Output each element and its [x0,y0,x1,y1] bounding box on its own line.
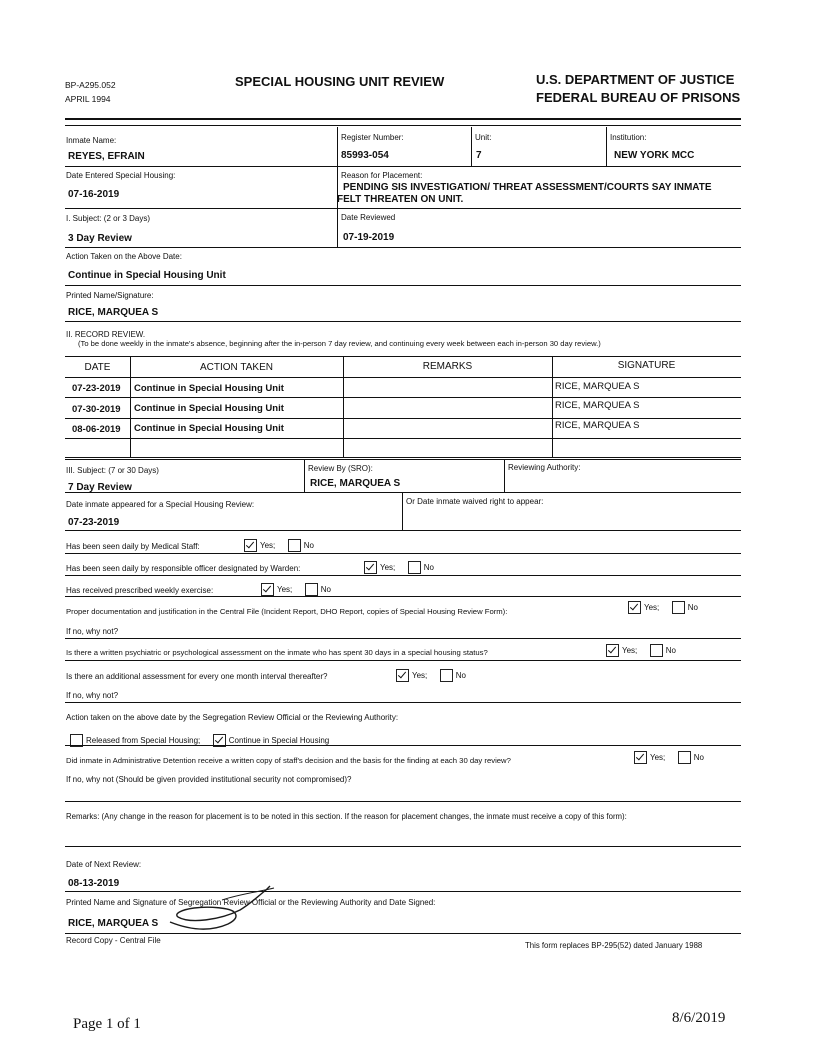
print-date: 8/6/2019 [672,1010,726,1026]
row3-date: 08-06-2019 [72,424,121,435]
q-medical: Has been seen daily by Medical Staff: [66,542,200,551]
psych-no-checkbox[interactable] [650,644,663,657]
section3-subject: 7 Day Review [68,482,132,493]
section2-title: II. RECORD REVIEW. [66,330,146,339]
additional-no-checkbox[interactable] [440,669,453,682]
action-taken-label: Action Taken on the Above Date: [66,252,182,261]
top-rule [65,118,741,120]
q-exercise: Has received prescribed weekly exercise: [66,586,214,595]
q-documentation: Proper documentation and justification in the Central File (Incident Report, DHO Report, copies of Special Housing Review Form): [66,607,508,616]
top-rule-thin [65,125,741,126]
row3-signature: RICE, MARQUEA S [555,420,640,431]
additional-yes-checkbox[interactable] [396,669,409,682]
form-title: SPECIAL HOUSING UNIT REVIEW [235,74,445,89]
row2-action: Continue in Special Housing Unit [134,403,284,414]
replaces-note: This form replaces BP-295(52) dated January 1988 [525,941,703,950]
section1-subject: 3 Day Review [68,233,132,244]
admin-yes-checkbox[interactable] [634,751,647,764]
next-review-label: Date of Next Review: [66,860,142,869]
if-no-why-not-1: If no, why not? [66,627,119,636]
waived-label: Or Date inmate waived right to appear: [406,497,544,506]
col-remarks: REMARKS [422,361,473,372]
psych-yes-checkbox[interactable] [606,644,619,657]
date-entered: 07-16-2019 [68,189,120,200]
unit-value: 7 [476,150,482,161]
documentation-yes-checkbox[interactable] [628,601,641,614]
signed-name: RICE, MARQUEA S [68,918,159,929]
q-warden: Has been seen daily by responsible officer designated by Warden: [66,564,301,573]
form-number: BP-A295.052 [65,80,116,90]
q-admin: Did inmate in Administrative Detention receive a written copy of staff's decision and the basis for the finding at each 30 day review? [66,756,511,765]
date-reviewed-label: Date Reviewed [341,213,396,222]
admin-options: Yes; No [634,749,712,767]
agency-line1: U.S. DEPARTMENT OF JUSTICE [536,72,735,87]
section3-subject-label: III. Subject: (7 or 30 Days) [66,466,159,475]
exercise-options: Yes; No [261,581,339,599]
col-date: DATE [84,362,111,373]
form-date: APRIL 1994 [65,94,111,104]
unit-label: Unit: [475,133,492,142]
register-label: Register Number: [341,133,404,142]
admin-no-checkbox[interactable] [678,751,691,764]
additional-options: Yes; No [396,667,474,685]
documentation-options: Yes; No [628,599,706,617]
date-reviewed: 07-19-2019 [343,232,395,243]
inmate-name-label: Inmate Name: [66,136,117,145]
documentation-no-checkbox[interactable] [672,601,685,614]
review-by-label: Review By (SRO): [308,464,373,473]
row2-date: 07-30-2019 [72,404,121,415]
page-number: Page 1 of 1 [73,1016,141,1032]
section2-instructions: (To be done weekly in the inmate's absence, beginning after the in-person 7 day review, and continuing every week between each in-person 30 day review.) [78,339,601,348]
remarks-label: Remarks: (Any change in the reason for placement is to be noted in this section. If the reason for placement changes, the inmate must receive a copy of this form): [66,812,627,821]
exercise-yes-checkbox[interactable] [261,583,274,596]
warden-yes-checkbox[interactable] [364,561,377,574]
next-review-date: 08-13-2019 [68,878,120,889]
inmate-name: REYES, EFRAIN [68,151,145,162]
exercise-no-checkbox[interactable] [305,583,318,596]
review-by: RICE, MARQUEA S [310,478,401,489]
signed-label: Printed Name and Signature of Segregation Review Official or the Reviewing Authority and Date Signed: [66,898,436,907]
if-no-why-not-2: If no, why not? [66,691,119,700]
action-options: Released from Special Housing; Continue in Special Housing [70,732,337,750]
date-entered-label: Date Entered Special Housing: [66,171,176,180]
warden-options: Yes; No [364,559,442,577]
section1-subject-label: I. Subject: (2 or 3 Days) [66,214,151,223]
row1-signature: RICE, MARQUEA S [555,381,640,392]
reason-label: Reason for Placement: [341,171,423,180]
row3-action: Continue in Special Housing Unit [134,423,284,434]
register-number: 85993-054 [341,150,389,161]
printed-name-label: Printed Name/Signature: [66,291,154,300]
medical-no-checkbox[interactable] [288,539,301,552]
psych-options: Yes; No [606,642,684,660]
reviewing-authority-label: Reviewing Authority: [508,463,581,472]
row1-date: 07-23-2019 [72,383,121,394]
medical-options: Yes; No [244,537,322,555]
printed-name: RICE, MARQUEA S [68,307,159,318]
medical-yes-checkbox[interactable] [244,539,257,552]
q-additional: Is there an additional assessment for every one month interval thereafter? [66,672,328,681]
if-no-why-not-3: If no, why not (Should be given provided institutional security not compromised)? [66,775,352,784]
col-action-taken: ACTION TAKEN [200,362,273,373]
section3-action-label: Action taken on the above date by the Segregation Review Official or the Reviewing Authority: [66,713,399,722]
handwritten-signature [150,880,290,935]
row2-signature: RICE, MARQUEA S [555,400,640,411]
reason-line2: FELT THREATEN ON UNIT. [337,194,464,205]
row1-action: Continue in Special Housing Unit [134,383,284,394]
institution-label: Institution: [610,133,647,142]
warden-no-checkbox[interactable] [408,561,421,574]
q-psych: Is there a written psychiatric or psychological assessment on the inmate who has spent 30 days in a special housing status? [66,648,488,657]
appeared-label: Date inmate appeared for a Special Housing Review: [66,500,255,509]
action-taken: Continue in Special Housing Unit [68,270,226,281]
institution-value: NEW YORK MCC [614,150,695,161]
agency-line2: FEDERAL BUREAU OF PRISONS [536,90,741,105]
col-signature: SIGNATURE [617,360,676,371]
appeared-date: 07-23-2019 [68,517,120,528]
record-copy: Record Copy - Central File [66,936,161,945]
reason-line1: PENDING SIS INVESTIGATION/ THREAT ASSESSMENT/COURTS SAY INMATE [343,182,712,193]
